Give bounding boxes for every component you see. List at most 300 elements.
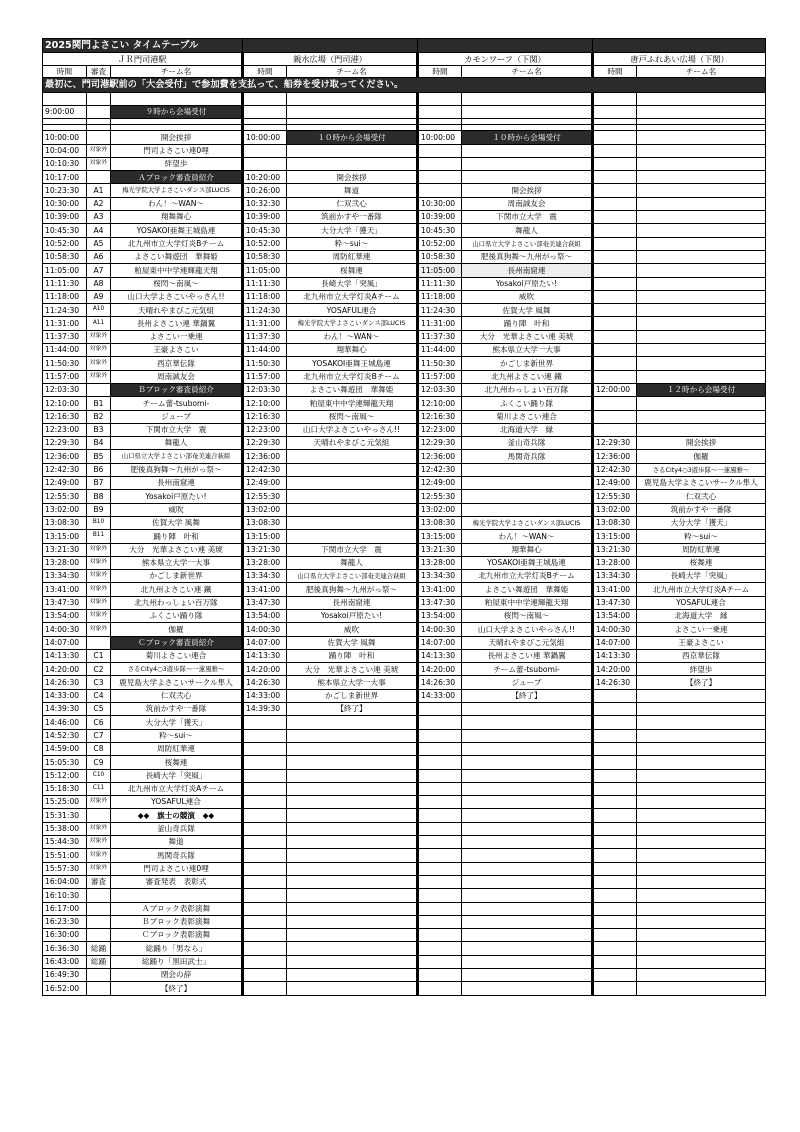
team-cell	[287, 955, 418, 968]
time-cell: 13:21:30	[593, 543, 637, 556]
team-cell	[287, 742, 418, 755]
time-cell	[243, 729, 287, 742]
time-cell	[593, 330, 637, 343]
team-cell	[637, 849, 766, 862]
time-cell: 14:00:30	[43, 623, 87, 636]
time-cell: 12:29:30	[43, 437, 87, 450]
team-cell	[462, 915, 593, 928]
team-cell: 周防紅華連	[637, 543, 766, 556]
time-cell: 10:39:00	[43, 211, 87, 224]
time-cell	[593, 889, 637, 902]
time-cell: 12:03:30	[243, 383, 287, 396]
team-cell: 開会挨拶	[462, 184, 593, 197]
time-cell: 12:55:30	[43, 490, 87, 503]
team-cell: 【終了】	[637, 676, 766, 689]
team-cell: 総踊り「黒田武士」	[111, 955, 243, 968]
judge-cell: A3	[87, 211, 111, 224]
team-cell: 伽羅	[111, 623, 243, 636]
team-cell	[462, 969, 593, 982]
team-cell: 肥後真狗舞～九州がっ祭～	[111, 463, 243, 476]
team-cell	[637, 889, 766, 902]
time-cell: 10:45:30	[243, 224, 287, 237]
time-cell: 14:20:00	[43, 663, 87, 676]
team-cell	[637, 264, 766, 277]
table-row	[43, 902, 766, 915]
time-cell: 13:54:00	[418, 609, 462, 622]
team-cell	[287, 796, 418, 809]
team-cell: 馬関奇兵隊	[462, 450, 593, 463]
time-cell: 15:51:00	[43, 849, 87, 862]
judge-cell: B3	[87, 423, 111, 436]
team-cell: 長崎大学「突風」	[637, 570, 766, 583]
time-cell	[418, 955, 462, 968]
team-cell: 王豪よさこい	[637, 636, 766, 649]
team-cell	[637, 131, 766, 144]
time-cell: 12:49:00	[43, 477, 87, 490]
time-cell	[593, 729, 637, 742]
time-cell: 10:58:30	[243, 250, 287, 263]
table-row	[43, 330, 766, 343]
team-cell: 梅光学院大学よさこいダンス部LUCIS	[462, 516, 593, 529]
team-cell	[287, 942, 418, 955]
team-cell: わん！～WAN～	[462, 530, 593, 543]
time-cell	[593, 982, 637, 995]
table-row	[43, 929, 766, 942]
time-cell	[418, 929, 462, 942]
team-cell: 桜閃～南風～	[462, 609, 593, 622]
team-cell: わん！～WAN～	[111, 197, 243, 210]
team-cell	[462, 982, 593, 995]
team-cell: 菊川よさこい連合	[462, 410, 593, 423]
team-cell: 肥後真狗舞～九州がっ祭～	[287, 583, 418, 596]
team-cell	[637, 689, 766, 702]
time-cell: 14:52:30	[43, 729, 87, 742]
time-cell	[243, 889, 287, 902]
time-cell	[243, 929, 287, 942]
team-cell: 仁双弐心	[287, 197, 418, 210]
team-cell: 舞龍人	[287, 556, 418, 569]
time-cell	[593, 197, 637, 210]
time-cell: 16:43:00	[43, 955, 87, 968]
title-row	[43, 39, 766, 53]
judge-cell: C9	[87, 756, 111, 769]
time-cell: 13:21:30	[43, 543, 87, 556]
time-cell: 10:10:30	[43, 157, 87, 170]
time-cell: 13:34:30	[243, 570, 287, 583]
judge-cell: A9	[87, 290, 111, 303]
time-cell: 10:26:00	[243, 184, 287, 197]
table-row	[43, 543, 766, 556]
time-cell: 13:47:30	[243, 596, 287, 609]
team-cell: チーム蕾-tsubomi-	[111, 397, 243, 410]
table-row	[43, 649, 766, 662]
time-cell	[593, 809, 637, 822]
team-cell	[462, 955, 593, 968]
time-cell: 14:00:30	[243, 623, 287, 636]
time-cell: 11:11:30	[243, 277, 287, 290]
time-cell	[243, 756, 287, 769]
team-cell	[637, 277, 766, 290]
team-cell: 釜山奇兵隊	[462, 437, 593, 450]
team-cell: 開会挨拶	[111, 131, 243, 144]
time-cell: 13:47:30	[43, 596, 87, 609]
team-cell: 粕屋東中中学連輝龍天翔	[111, 264, 243, 277]
team-cell: 山口大学よさこいやっさん!!	[111, 290, 243, 303]
team-cell	[637, 330, 766, 343]
table-row	[43, 157, 766, 170]
time-cell: 13:54:00	[593, 609, 637, 622]
team-cell	[637, 822, 766, 835]
time-header: 時間	[593, 66, 637, 78]
team-header: チーム名	[111, 66, 243, 78]
team-cell: １０時から会場受付	[287, 131, 418, 144]
team-cell	[637, 703, 766, 716]
team-cell	[637, 144, 766, 157]
time-cell	[593, 955, 637, 968]
team-cell: さるCity4○3遊歩隊～一蓮風雅～	[637, 463, 766, 476]
team-cell	[637, 106, 766, 119]
time-cell	[243, 157, 287, 170]
table-row	[43, 106, 766, 119]
time-cell	[243, 862, 287, 875]
team-cell: 梅光学院大学よさこいダンス部LUCIS	[111, 184, 243, 197]
time-cell	[593, 157, 637, 170]
team-cell	[287, 530, 418, 543]
judge-cell: B6	[87, 463, 111, 476]
time-cell	[243, 144, 287, 157]
team-cell	[462, 144, 593, 157]
time-cell: 14:39:30	[43, 703, 87, 716]
time-cell: 15:05:30	[43, 756, 87, 769]
team-cell: 桜閃～南風～	[287, 410, 418, 423]
time-cell: 14:13:30	[418, 649, 462, 662]
judge-cell: 対象外	[87, 623, 111, 636]
time-cell: 10:45:30	[418, 224, 462, 237]
team-cell	[637, 397, 766, 410]
time-cell: 12:23:00	[418, 423, 462, 436]
team-cell: 威吹	[111, 503, 243, 516]
judge-cell: 対象外	[87, 596, 111, 609]
team-cell	[637, 410, 766, 423]
table-row	[43, 703, 766, 716]
time-cell: 12:16:30	[43, 410, 87, 423]
time-cell: 10:39:00	[418, 211, 462, 224]
team-cell: 下関市立大学 震	[111, 423, 243, 436]
team-cell	[462, 796, 593, 809]
table-row	[43, 756, 766, 769]
time-cell	[593, 224, 637, 237]
table-row	[43, 609, 766, 622]
team-cell: １０時から会場受付	[462, 131, 593, 144]
team-cell	[287, 157, 418, 170]
judge-cell	[87, 982, 111, 995]
team-cell: 大分大学「獲天」	[111, 716, 243, 729]
time-cell	[593, 915, 637, 928]
time-cell: 10:17:00	[43, 171, 87, 184]
time-cell: 12:10:00	[243, 397, 287, 410]
time-cell: 13:47:30	[418, 596, 462, 609]
team-cell: Ａブロック審査員紹介	[111, 171, 243, 184]
judge-cell: B2	[87, 410, 111, 423]
time-cell: 13:08:30	[243, 516, 287, 529]
team-cell	[637, 304, 766, 317]
time-cell: 12:36:00	[418, 450, 462, 463]
judge-cell	[87, 171, 111, 184]
team-cell	[462, 106, 593, 119]
team-cell	[462, 703, 593, 716]
judge-cell	[87, 131, 111, 144]
team-cell: ９時から会場受付	[111, 106, 243, 119]
time-cell: 16:10:30	[43, 889, 87, 902]
team-cell: 釜山奇兵隊	[111, 822, 243, 835]
team-cell: 伽羅	[637, 450, 766, 463]
team-cell: よさこい一乗連	[111, 330, 243, 343]
time-cell	[418, 982, 462, 995]
team-cell: 長崎大学「突風」	[287, 277, 418, 290]
time-cell	[593, 184, 637, 197]
table-row	[43, 490, 766, 503]
table-row	[43, 982, 766, 995]
table-row	[43, 423, 766, 436]
table-row	[43, 357, 766, 370]
team-cell: 総踊り「男なら」	[111, 942, 243, 955]
team-header: チーム名	[287, 66, 418, 78]
time-cell	[418, 822, 462, 835]
team-cell	[287, 769, 418, 782]
time-cell: 14:00:30	[593, 623, 637, 636]
judge-cell: 対象外	[87, 330, 111, 343]
time-cell	[418, 106, 462, 119]
time-cell: 10:00:00	[418, 131, 462, 144]
team-cell	[287, 889, 418, 902]
team-cell: ジューブ	[111, 410, 243, 423]
time-cell: 13:54:00	[43, 609, 87, 622]
time-cell: 13:08:30	[43, 516, 87, 529]
team-cell	[287, 490, 418, 503]
time-cell: 11:44:00	[243, 344, 287, 357]
time-cell: 16:17:00	[43, 902, 87, 915]
team-cell: よさこい舞遊団 華舞姫	[287, 383, 418, 396]
time-cell	[593, 969, 637, 982]
team-cell	[462, 782, 593, 795]
time-cell: 13:02:00	[43, 503, 87, 516]
time-cell: 15:31:30	[43, 809, 87, 822]
table-row	[43, 716, 766, 729]
judge-cell: 対象外	[87, 583, 111, 596]
table-row	[43, 197, 766, 210]
team-cell: ジューブ	[462, 676, 593, 689]
time-cell: 10:52:00	[43, 237, 87, 250]
time-cell	[593, 106, 637, 119]
team-cell: 開会挨拶	[287, 171, 418, 184]
time-cell: 11:24:30	[43, 304, 87, 317]
team-cell	[462, 503, 593, 516]
time-cell: 11:50:30	[418, 357, 462, 370]
judge-cell: A5	[87, 237, 111, 250]
time-cell	[593, 410, 637, 423]
team-cell	[462, 157, 593, 170]
judge-cell: 対象外	[87, 609, 111, 622]
time-cell	[593, 822, 637, 835]
time-cell: 12:36:00	[593, 450, 637, 463]
team-cell	[637, 875, 766, 888]
team-cell	[637, 171, 766, 184]
team-cell: 北九州市立大学灯炎Bチーム	[111, 237, 243, 250]
team-cell: 筑前かすや一番隊	[111, 703, 243, 716]
table-row	[43, 942, 766, 955]
time-cell: 10:58:30	[43, 250, 87, 263]
judge-cell: C6	[87, 716, 111, 729]
team-cell: 菊川よさこい連合	[111, 649, 243, 662]
time-cell	[593, 131, 637, 144]
judge-cell: 対象外	[87, 849, 111, 862]
team-cell: 門司よさこい連0哩	[111, 862, 243, 875]
judge-cell: C10	[87, 769, 111, 782]
team-cell	[637, 836, 766, 849]
time-cell: 12:10:00	[43, 397, 87, 410]
judge-cell: A2	[87, 197, 111, 210]
team-cell: 粕屋東中中学連輝龍天翔	[462, 596, 593, 609]
team-cell	[287, 106, 418, 119]
table-row	[43, 769, 766, 782]
time-cell: 12:16:30	[418, 410, 462, 423]
time-cell	[243, 942, 287, 955]
time-cell	[418, 915, 462, 928]
time-cell: 10:00:00	[243, 131, 287, 144]
time-cell	[593, 769, 637, 782]
judge-cell	[87, 809, 111, 822]
team-cell: 筑前かすや一番隊	[287, 211, 418, 224]
time-cell	[418, 836, 462, 849]
time-cell: 11:24:30	[418, 304, 462, 317]
team-cell	[637, 756, 766, 769]
table-row	[43, 410, 766, 423]
team-cell: 鹿児島大学よさこいサークル隼人	[111, 676, 243, 689]
time-cell	[243, 769, 287, 782]
team-cell	[462, 490, 593, 503]
team-cell: 長州南窟連	[287, 596, 418, 609]
team-cell	[287, 809, 418, 822]
time-cell: 11:05:00	[43, 264, 87, 277]
time-cell: 13:28:00	[243, 556, 287, 569]
time-cell: 10:20:00	[243, 171, 287, 184]
team-cell	[637, 197, 766, 210]
team-cell: Yosakoi戸原たい!	[111, 490, 243, 503]
team-cell	[111, 889, 243, 902]
team-cell	[462, 809, 593, 822]
team-cell: YOSAKOI亜舞王城島連	[462, 556, 593, 569]
team-cell: Yosakoi戸原たい!	[462, 277, 593, 290]
judge-cell: B1	[87, 397, 111, 410]
time-cell: 10:32:30	[243, 197, 287, 210]
time-cell	[243, 822, 287, 835]
table-row	[43, 782, 766, 795]
judge-cell: A11	[87, 317, 111, 330]
time-cell: 16:36:30	[43, 942, 87, 955]
team-cell: 周防紅華連	[111, 742, 243, 755]
time-cell: 11:57:00	[418, 370, 462, 383]
judge-cell: C7	[87, 729, 111, 742]
team-cell: Ｃブロック表彰演舞	[111, 929, 243, 942]
team-cell: 粋～sui～	[287, 237, 418, 250]
time-cell	[593, 849, 637, 862]
time-cell: 13:02:00	[418, 503, 462, 516]
time-cell: 9:00:00	[43, 106, 87, 119]
time-cell: 10:30:00	[43, 197, 87, 210]
team-cell: 王豪よさこい	[111, 344, 243, 357]
team-cell: 佐賀大学 風舞	[462, 304, 593, 317]
team-header: チーム名	[637, 66, 766, 78]
judge-cell: C11	[87, 782, 111, 795]
table-row	[43, 809, 766, 822]
time-header: 時間	[43, 66, 87, 78]
time-cell	[593, 171, 637, 184]
time-cell	[418, 782, 462, 795]
time-cell	[418, 157, 462, 170]
team-cell: 桜閃～南風～	[111, 277, 243, 290]
time-cell: 13:54:00	[243, 609, 287, 622]
time-cell: 14:13:30	[43, 649, 87, 662]
team-cell	[462, 836, 593, 849]
team-cell	[287, 503, 418, 516]
team-cell	[637, 344, 766, 357]
table-row	[43, 836, 766, 849]
judge-cell: 対象外	[87, 556, 111, 569]
time-cell: 12:10:00	[418, 397, 462, 410]
judge-cell	[87, 929, 111, 942]
timetable	[42, 38, 766, 996]
table-row	[43, 530, 766, 543]
team-cell: 熊本県立大学一大事	[462, 344, 593, 357]
time-cell: 10:52:00	[418, 237, 462, 250]
time-cell: 11:18:00	[43, 290, 87, 303]
table-row	[43, 477, 766, 490]
time-cell: 15:25:00	[43, 796, 87, 809]
time-cell: 12:49:00	[243, 477, 287, 490]
team-cell: 長州南窟連	[111, 477, 243, 490]
team-cell: よさこい舞遊団 華舞姫	[111, 250, 243, 263]
time-cell: 15:38:00	[43, 822, 87, 835]
time-cell: 12:29:30	[593, 437, 637, 450]
time-cell: 13:21:30	[243, 543, 287, 556]
team-cell: 大分大学「獲天」	[287, 224, 418, 237]
time-cell	[593, 862, 637, 875]
team-cell: 翔華舞心	[462, 543, 593, 556]
judge-cell	[87, 106, 111, 119]
table-row	[43, 450, 766, 463]
team-cell: 大分 光華よさこい連 美琥	[111, 543, 243, 556]
team-cell: Ｃブロック審査員紹介	[111, 636, 243, 649]
team-cell: YOSAFUL連合	[637, 596, 766, 609]
team-cell: 翔舞舞心	[111, 211, 243, 224]
table-row	[43, 131, 766, 144]
team-cell	[637, 969, 766, 982]
time-cell: 16:04:00	[43, 875, 87, 888]
team-cell	[287, 516, 418, 529]
time-cell: 14:07:00	[593, 636, 637, 649]
team-cell	[637, 357, 766, 370]
table-row	[43, 822, 766, 835]
team-cell: 山口大学よさこいやっさん!!	[462, 623, 593, 636]
time-cell: 11:37:30	[418, 330, 462, 343]
time-cell	[593, 689, 637, 702]
time-header: 時間	[243, 66, 287, 78]
team-cell: 天晴れやまびこ元気組	[287, 437, 418, 450]
team-cell	[462, 929, 593, 942]
team-cell	[637, 955, 766, 968]
team-cell: 踊り陣 叶和	[287, 649, 418, 662]
time-cell: 15:44:30	[43, 836, 87, 849]
